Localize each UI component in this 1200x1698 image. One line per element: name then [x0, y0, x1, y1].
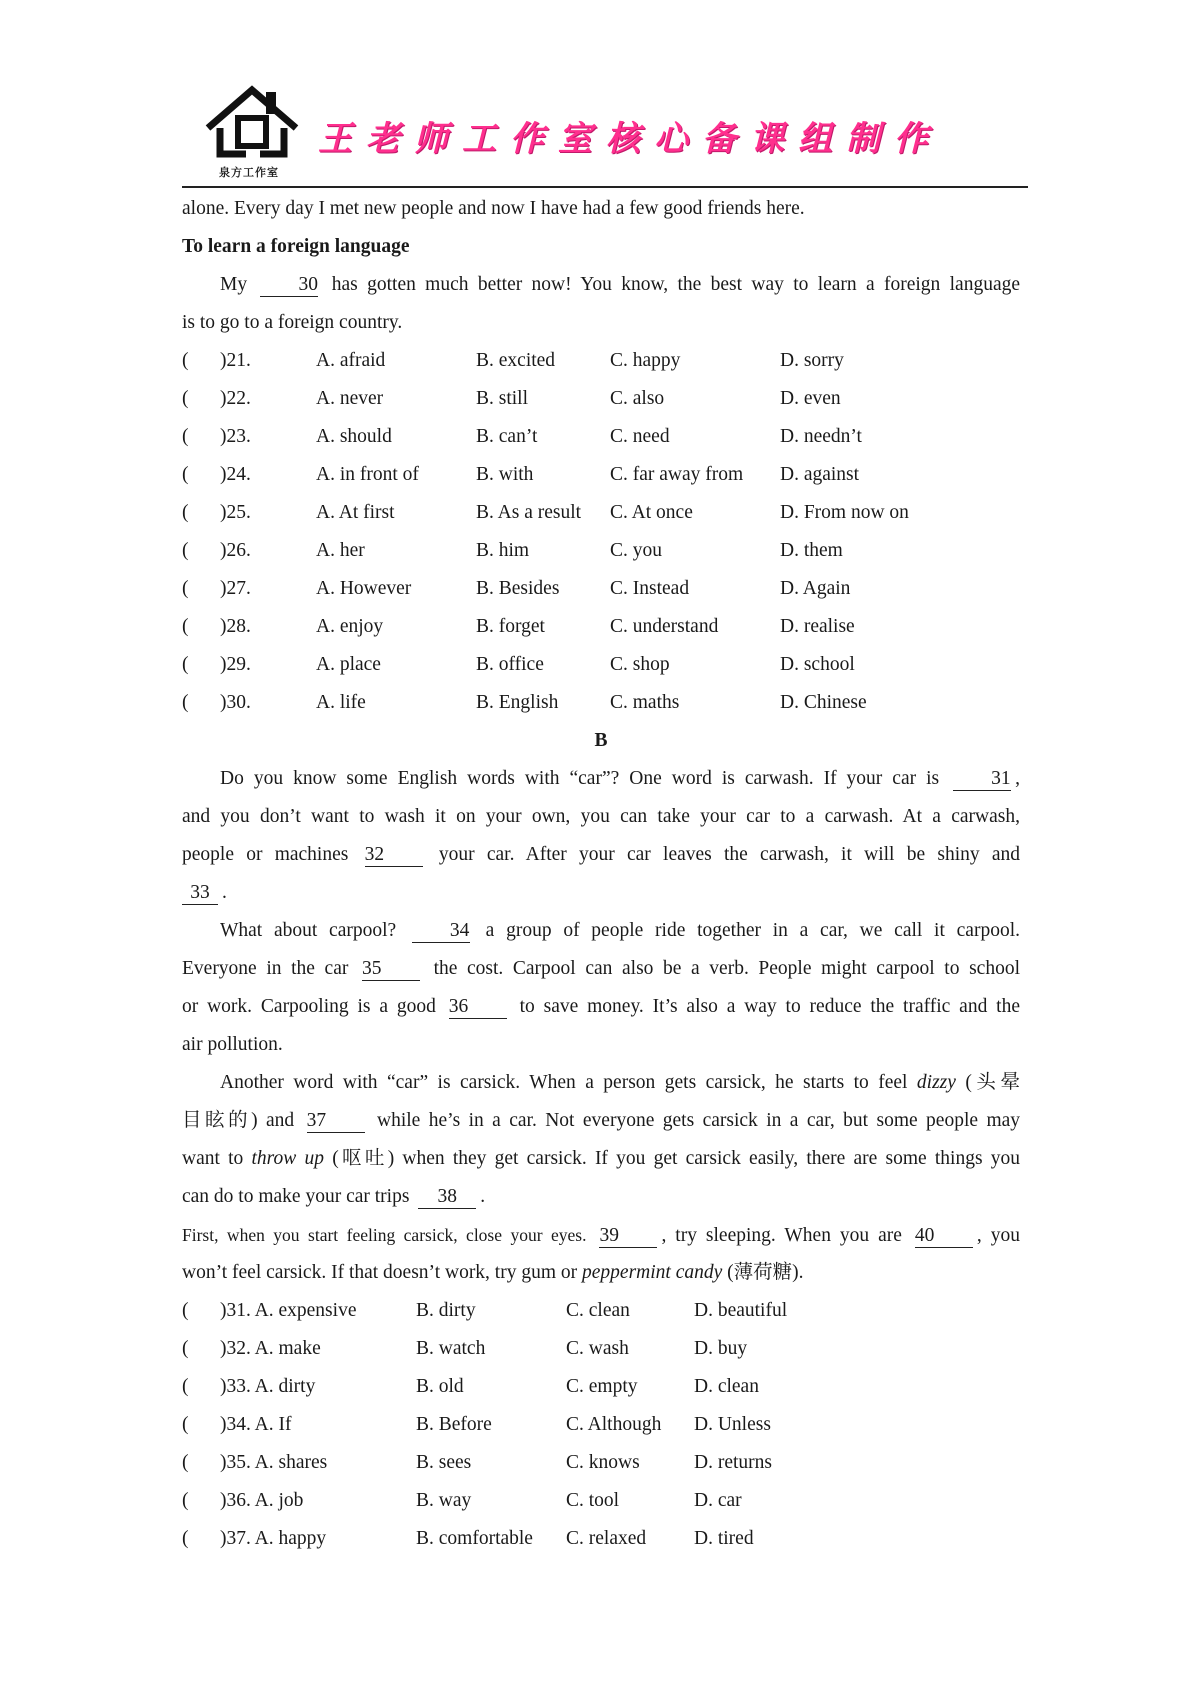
- answer-option: D. them: [780, 540, 843, 561]
- question-row: [182, 1368, 1020, 1406]
- answer-option: D. school: [780, 654, 855, 675]
- question-list-b: [182, 1292, 1020, 1558]
- answer-paren: (: [182, 1490, 189, 1511]
- answer-paren: (: [182, 350, 189, 371]
- answer-option: B. way: [416, 1490, 472, 1511]
- question-list-a: [182, 342, 1020, 722]
- answer-option: D. even: [780, 388, 841, 409]
- question-number: )29.: [220, 654, 251, 675]
- blank-39: 39: [599, 1225, 657, 1248]
- passage-b-line: 33 .: [182, 874, 1020, 912]
- answer-option: D. against: [780, 464, 860, 485]
- question-row: [182, 456, 1020, 494]
- answer-option: B. excited: [476, 350, 556, 371]
- passage-b-line: air pollution.: [182, 1034, 283, 1055]
- blank-30: 30: [260, 274, 318, 297]
- answer-option: C. relaxed: [566, 1528, 647, 1549]
- question-number: )27.: [220, 578, 251, 599]
- answer-option: D. buy: [694, 1338, 748, 1359]
- answer-paren: (: [182, 654, 189, 675]
- answer-option: D. clean: [694, 1376, 759, 1397]
- passage-b-line: First, when you start feeling carsick, close your eyes. 39 , try sleeping. When you are 40 , you: [182, 1225, 1020, 1246]
- answer-paren: (: [182, 692, 189, 713]
- answer-option: A. afraid: [316, 350, 386, 371]
- blank-37: 37: [307, 1110, 365, 1133]
- question-row: [182, 494, 1020, 532]
- answer-option: D. From now on: [780, 502, 909, 523]
- answer-option: B. forget: [476, 616, 545, 637]
- question-row: [182, 570, 1020, 608]
- question-number: )30.: [220, 692, 251, 713]
- answer-option: A. enjoy: [316, 616, 384, 637]
- question-row: [182, 1444, 1020, 1482]
- answer-option: D. Chinese: [780, 692, 867, 713]
- header-banner: 王老师工作室核心备课组制作: [318, 119, 942, 159]
- answer-option: B. dirty: [416, 1300, 476, 1321]
- answer-option: B. comfortable: [416, 1528, 533, 1549]
- question-number: )26.: [220, 540, 251, 561]
- question-row: [182, 1520, 1020, 1558]
- question-number: )33. A. dirty: [220, 1376, 316, 1397]
- answer-option: D. beautiful: [694, 1300, 788, 1321]
- answer-option: C. also: [610, 388, 665, 409]
- answer-option: B. sees: [416, 1452, 472, 1473]
- answer-option: C. shop: [610, 654, 670, 675]
- question-row: [182, 1482, 1020, 1520]
- question-row: [182, 380, 1020, 418]
- passage-b-line: won’t feel carsick. If that doesn’t work, try gum or peppermint candy (薄荷糖).: [182, 1262, 804, 1283]
- section-b-title: B: [594, 730, 608, 751]
- answer-option: B. him: [476, 540, 530, 561]
- answer-option: A. life: [316, 692, 366, 713]
- answer-option: D. returns: [694, 1452, 772, 1473]
- blank-40: 40: [915, 1225, 973, 1248]
- answer-paren: (: [182, 1376, 189, 1397]
- answer-option: A. At first: [316, 502, 395, 523]
- question-number: )34. A. If: [220, 1414, 292, 1435]
- document-body: [182, 190, 1020, 1558]
- question-number: )24.: [220, 464, 251, 485]
- answer-paren: (: [182, 540, 189, 561]
- question-number: )23.: [220, 426, 251, 447]
- answer-paren: (: [182, 1414, 189, 1435]
- passage-b-line: can do to make your car trips 38 .: [182, 1186, 486, 1207]
- answer-paren: (: [182, 426, 189, 447]
- question-number: )28.: [220, 616, 251, 637]
- blank-31: 31: [953, 768, 1011, 791]
- blank-32: 32: [365, 844, 423, 867]
- answer-option: A. However: [316, 578, 412, 599]
- answer-option: B. can’t: [476, 426, 538, 447]
- answer-option: B. Before: [416, 1414, 492, 1435]
- answer-option: C. maths: [610, 692, 680, 713]
- passage-b-line: people or machines 32 your car. After your car leaves the carwash, it will be shiny and: [182, 844, 1021, 865]
- question-number: )22.: [220, 388, 251, 409]
- passage-b-line: want to throw up (呕吐) when they get carsick. If you get carsick easily, there are some things you: [182, 1148, 1021, 1169]
- answer-paren: (: [182, 1528, 189, 1549]
- blank-34: 34: [412, 920, 470, 943]
- answer-option: A. never: [316, 388, 384, 409]
- answer-paren: (: [182, 502, 189, 523]
- answer-option: C. clean: [566, 1300, 630, 1321]
- answer-option: C. need: [610, 426, 670, 447]
- question-row: [182, 1330, 1020, 1368]
- answer-option: B. still: [476, 388, 529, 409]
- answer-option: D. sorry: [780, 350, 844, 371]
- answer-option: C. Although: [566, 1414, 662, 1435]
- question-number: )35. A. shares: [220, 1452, 328, 1473]
- answer-option: B. watch: [416, 1338, 486, 1359]
- answer-option: C. wash: [566, 1338, 629, 1359]
- answer-paren: (: [182, 1338, 189, 1359]
- answer-option: B. old: [416, 1376, 464, 1397]
- answer-option: B. office: [476, 654, 544, 675]
- header-divider: [182, 186, 1028, 188]
- answer-option: A. should: [316, 426, 392, 447]
- answer-option: B. As a result: [476, 502, 582, 523]
- answer-paren: (: [182, 578, 189, 599]
- question-row: [182, 1292, 1020, 1330]
- question-row: [182, 342, 1020, 380]
- answer-option: C. you: [610, 540, 663, 561]
- answer-option: C. far away from: [610, 464, 744, 485]
- question-row: [182, 646, 1020, 684]
- passage-a-paragraph-line: is to go to a foreign country.: [182, 312, 403, 333]
- answer-paren: (: [182, 1300, 189, 1321]
- passage-b-line: What about carpool? 34 a group of people ride together in a car, we call it carpool.: [220, 920, 1020, 941]
- blank-35: 35: [362, 958, 420, 981]
- answer-option: C. At once: [610, 502, 693, 523]
- page-header: [200, 84, 1030, 188]
- question-number: )31. A. expensive: [220, 1300, 357, 1321]
- answer-option: D. Unless: [694, 1414, 771, 1435]
- answer-option: C. Instead: [610, 578, 690, 599]
- answer-option: C. tool: [566, 1490, 620, 1511]
- answer-option: B. Besides: [476, 578, 560, 599]
- answer-option: B. with: [476, 464, 534, 485]
- question-number: )25.: [220, 502, 251, 523]
- passage-b-line: 目眩的) and 37 while he’s in a car. Not everyone gets carsick in a car, but some people may: [182, 1110, 1021, 1131]
- answer-option: D. needn’t: [780, 426, 862, 447]
- question-number: )37. A. happy: [220, 1528, 327, 1549]
- blank-36: 36: [449, 996, 507, 1019]
- answer-option: C. happy: [610, 350, 681, 371]
- answer-option: A. in front of: [316, 464, 419, 485]
- passage-b-line: Another word with “car” is carsick. When a person gets carsick, he starts to feel dizzy (头晕: [220, 1072, 1021, 1093]
- question-number: )21.: [220, 350, 251, 371]
- answer-option: D. car: [694, 1490, 742, 1511]
- question-number: )36. A. job: [220, 1490, 304, 1511]
- logo-caption: 泉方工作室: [219, 166, 279, 179]
- answer-option: A. place: [316, 654, 381, 675]
- question-row: [182, 608, 1020, 646]
- question-row: [182, 418, 1020, 456]
- question-row: [182, 532, 1020, 570]
- answer-option: D. tired: [694, 1528, 754, 1549]
- answer-paren: (: [182, 1452, 189, 1473]
- answer-option: C. understand: [610, 616, 719, 637]
- answer-option: D. realise: [780, 616, 855, 637]
- answer-option: C. empty: [566, 1376, 638, 1397]
- blank-33: 33: [182, 882, 218, 905]
- passage-b-line: or work. Carpooling is a good 36 to save money. It’s also a way to reduce the traffic and the: [182, 996, 1021, 1017]
- passage-b-line: and you don’t want to wash it on your own, you can take your car to a carwash. At a carwash,: [182, 806, 1020, 827]
- answer-paren: (: [182, 464, 189, 485]
- passage-a-paragraph-line: My 30 has gotten much better now! You know, the best way to learn a foreign language: [220, 274, 1021, 295]
- answer-option: D. Again: [780, 578, 851, 599]
- answer-paren: (: [182, 616, 189, 637]
- passage-a-heading: To learn a foreign language: [182, 236, 410, 257]
- answer-paren: (: [182, 388, 189, 409]
- question-row: [182, 1406, 1020, 1444]
- question-row: [182, 684, 1020, 722]
- answer-option: B. English: [476, 692, 559, 713]
- blank-38: 38: [418, 1186, 476, 1209]
- passage-a-lead-line: alone. Every day I met new people and now I have had a few good friends here.: [182, 198, 805, 219]
- answer-option: A. her: [316, 540, 365, 561]
- passage-b-line: Do you know some English words with “car”? One word is carwash. If your car is 31 ,: [220, 768, 1020, 789]
- passage-b-line: Everyone in the car 35 the cost. Carpool can also be a verb. People might carpool to school: [182, 958, 1020, 979]
- answer-option: C. knows: [566, 1452, 640, 1473]
- question-number: )32. A. make: [220, 1338, 321, 1359]
